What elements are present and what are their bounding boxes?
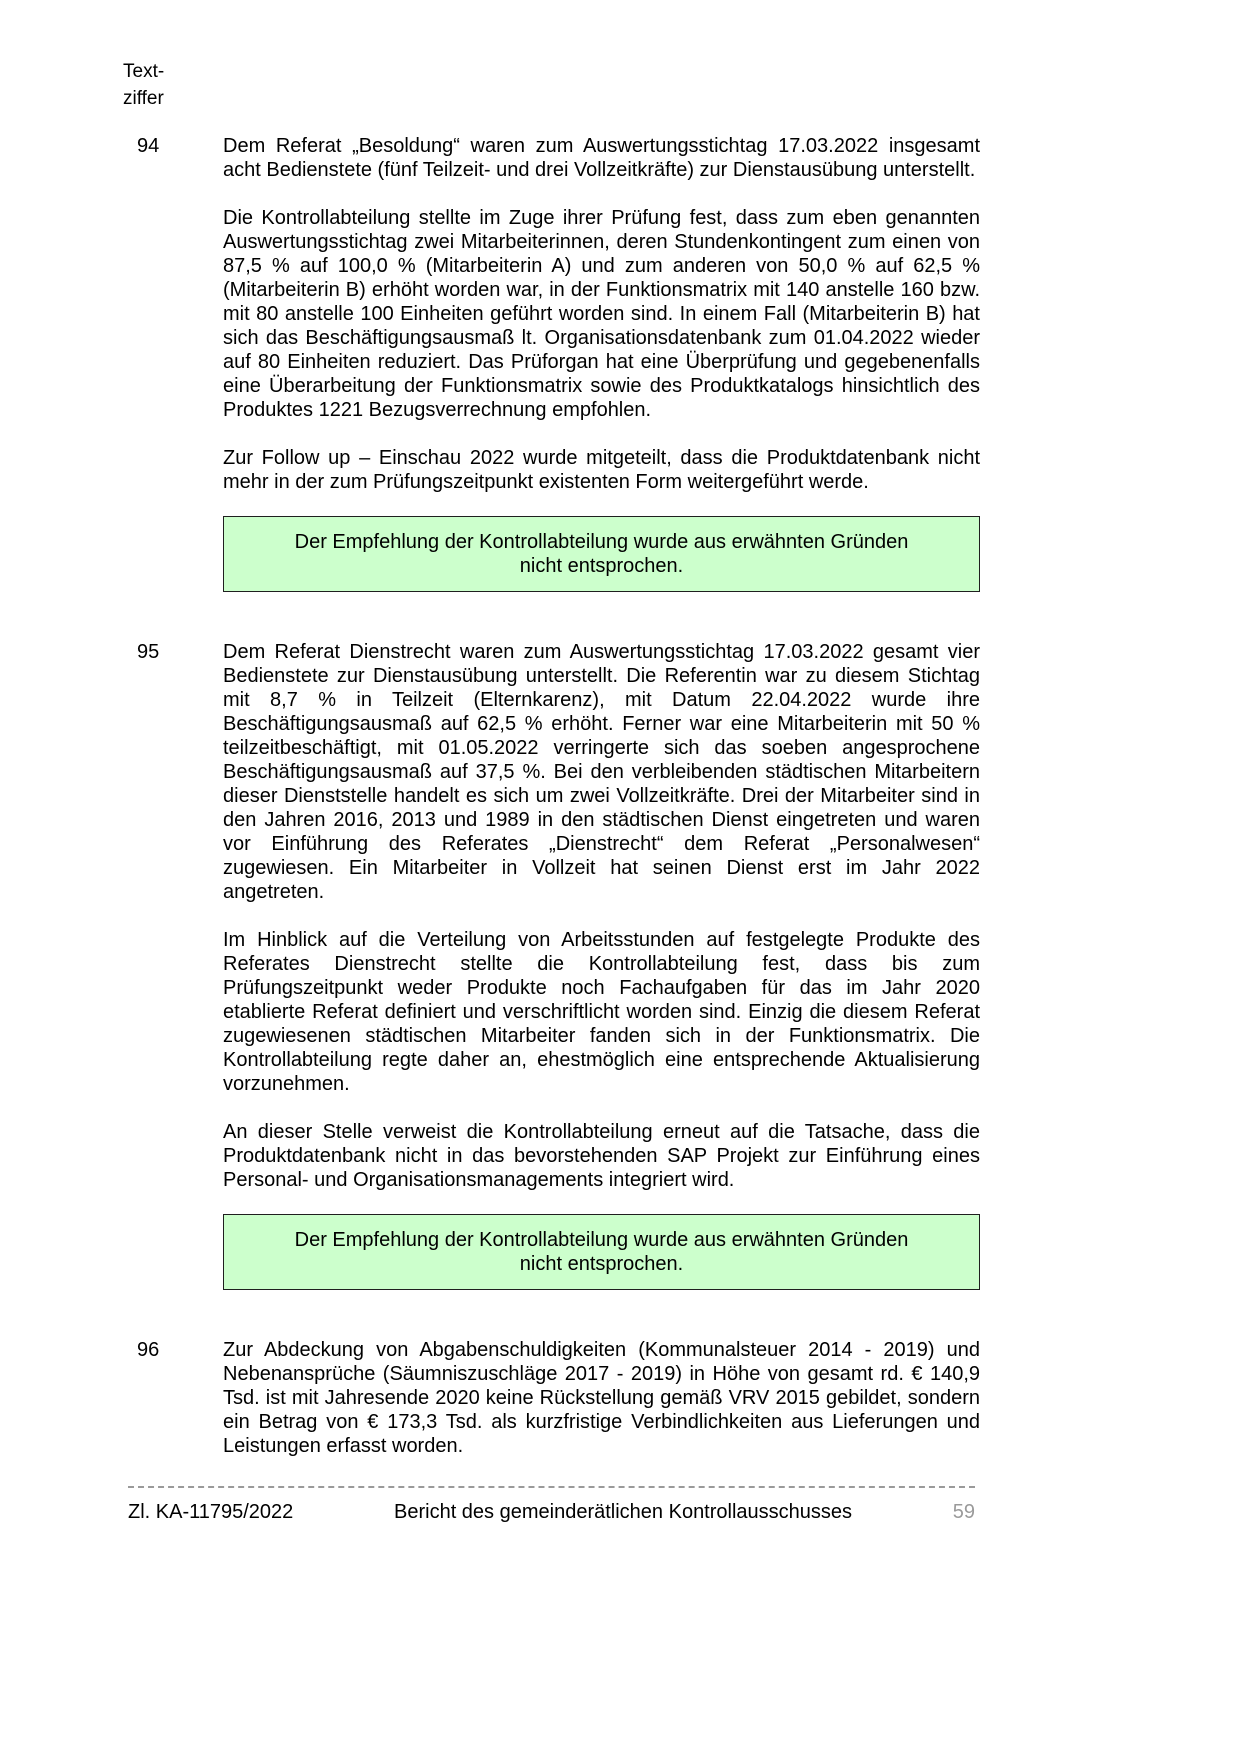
margin-column-header [123, 58, 980, 112]
footer-title: Bericht des gemeinderätlichen Kontrollausschusses [394, 1501, 853, 1523]
recommendation-status-text: Der Empfehlung der Kontrollabteilung wurde aus erwähnten Gründen nicht entsprochen. [294, 531, 909, 577]
section-body [223, 640, 980, 1338]
section-number: 96 [137, 1339, 160, 1361]
section-number: 94 [137, 135, 160, 157]
paragraph: Im Hinblick auf die Verteilung von Arbeitsstunden auf festgelegte Produkte des Referates Dienstrecht stellte die Kontrollabteilung fest, dass bis zum Prüfungszeitpunkt weder Produkte noch Fachaufgaben für das im Jahr 2020 etablierte Referat definiert und verschriftlicht worden sind. Einzig die diesem Referat zugewiesenen städtischen Mitarbeiter fanden sich in der Funktionsmatrix. Die Kontrollabteilung regte daher an, ehestmöglich eine entsprechende Aktualisierung vorzunehmen. [223, 929, 980, 1095]
page-footer [128, 1486, 975, 1524]
footer-reference: Zl. KA-11795/2022 [128, 1501, 294, 1523]
footer-divider [128, 1486, 975, 1488]
paragraph: An dieser Stelle verweist die Kontrollabteilung erneut auf die Tatsache, dass die Produktdatenbank nicht in das bevorstehenden SAP Projekt zur Einführung eines Personal- und Organisationsmanagements integriert wird. [223, 1121, 980, 1191]
paragraph: Zur Follow up – Einschau 2022 wurde mitgeteilt, dass die Produktdatenbank nicht mehr in der zum Prüfungszeitpunkt existenten Form weitergeführt werde. [223, 447, 980, 493]
margin-column-header-line2: ziffer [123, 88, 164, 109]
recommendation-status-text: Der Empfehlung der Kontrollabteilung wurde aus erwähnten Gründen nicht entsprochen. [294, 1229, 909, 1275]
recommendation-status-box [223, 1214, 980, 1290]
section-body [223, 134, 980, 640]
margin-column-header-line1: Text- [123, 61, 165, 82]
section-body [223, 1338, 980, 1482]
section-96 [123, 1338, 980, 1482]
paragraph: Die Kontrollabteilung stellte im Zuge ihrer Prüfung fest, dass zum eben genannten Auswertungsstichtag zwei Mitarbeiterinnen, deren Stundenkontingent zum einen von 87,5 % auf 100,0 % (Mitarbeiterin A) und zum anderen von 50,0 % auf 62,5 % (Mitarbeiterin B) erhöht worden war, in der Funktionsmatrix mit 140 anstelle 160 bzw. mit 80 anstelle 100 Einheiten geführt worden sind. In einem Fall (Mitarbeiterin B) hat sich das Beschäftigungsausmaß lt. Organisationsdatenbank zum 01.04.2022 wieder auf 80 Einheiten reduziert. Das Prüforgan hat eine Überprüfung und gegebenenfalls eine Überarbeitung der Funktionsmatrix sowie des Produktkatalogs hinsichtlich des Produktes 1221 Bezugsverrechnung empfohlen. [223, 207, 980, 421]
paragraph: Dem Referat „Besoldung“ waren zum Auswertungsstichtag 17.03.2022 insgesamt acht Bedienstete (fünf Teilzeit- und drei Vollzeitkräfte) zur Dienstausübung unterstellt. [223, 135, 980, 181]
section-94 [123, 134, 980, 640]
paragraph: Zur Abdeckung von Abgabenschuldigkeiten (Kommunalsteuer 2014 - 2019) und Nebenansprüche (Säumniszuschläge 2017 - 2019) in Höhe von gesamt rd. € 140,9 Tsd. ist mit Jahresende 2020 keine Rückstellung gemäß VRV 2015 gebildet, sondern ein Betrag von € 173,3 Tsd. als kurzfristige Verbindlichkeiten aus Lieferungen und Leistungen erfasst worden. [223, 1339, 980, 1457]
recommendation-status-box [223, 516, 980, 592]
section-number: 95 [137, 641, 160, 663]
footer-page-number: 59 [952, 1501, 975, 1523]
paragraph: Dem Referat Dienstrecht waren zum Auswertungsstichtag 17.03.2022 gesamt vier Bedienstete zur Dienstausübung unterstellt. Die Referentin war zu diesem Stichtag mit 8,7 % in Teilzeit (Elternkarenz), mit Datum 22.04.2022 wurde ihre Beschäftigungsausmaß auf 62,5 % erhöht. Ferner war eine Mitarbeiterin mit 50 % teilzeitbeschäftigt, mit 01.05.2022 verringerte sich das soeben angesprochene Beschäftigungsausmaß auf 37,5 %. Bei den verbleibenden städtischen Mitarbeitern dieser Dienststelle handelt es sich um zwei Vollzeitkräfte. Drei der Mitarbeiter sind in den Jahren 2016, 2013 und 1989 in den städtischen Dienst eingetreten und waren vor Einführung des Referates „Dienstrecht“ dem Referat „Personalwesen“ zugewiesen. Ein Mitarbeiter in Vollzeit hat seinen Dienst erst im Jahr 2022 angetreten. [223, 641, 980, 903]
footer-row [128, 1500, 975, 1524]
section-95 [123, 640, 980, 1338]
